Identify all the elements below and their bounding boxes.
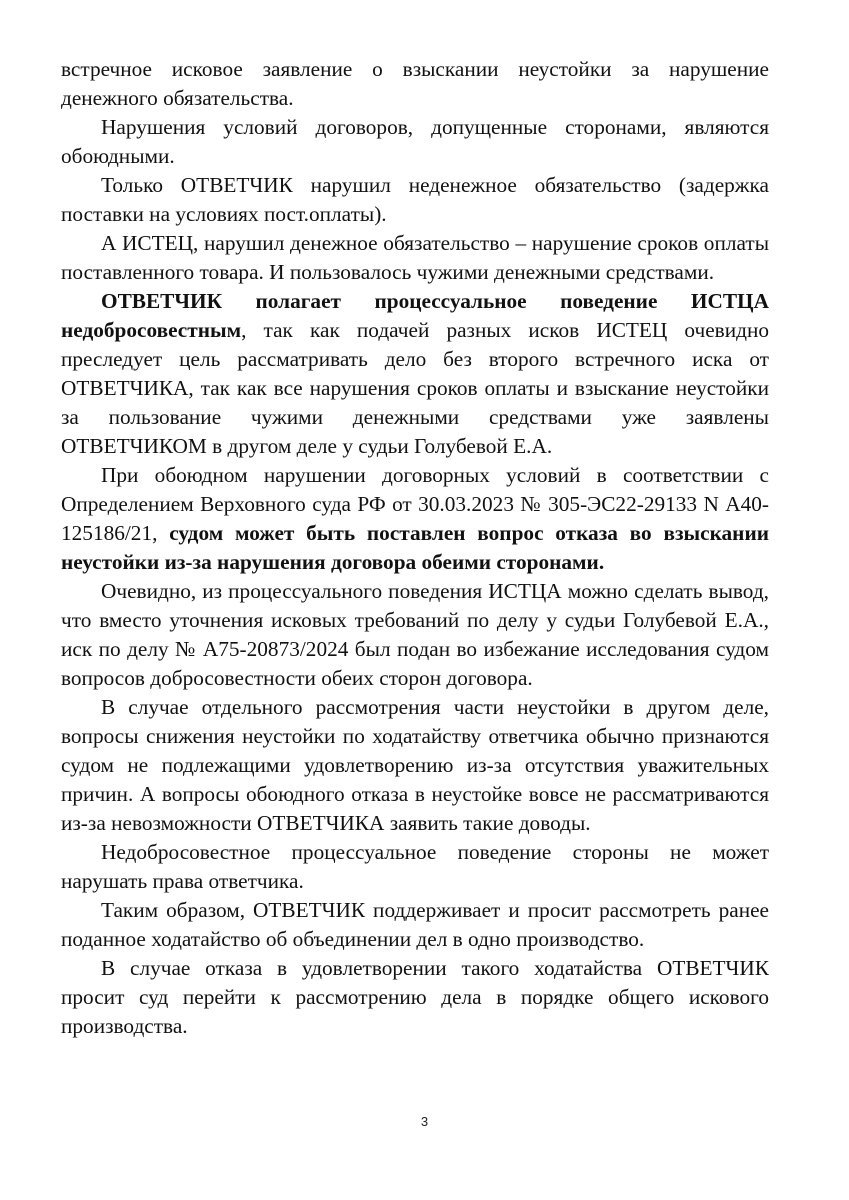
- bad-faith-rest: , так как подачей разных исков ИСТЕЦ очевидно преследует цель рассматривать дело без второго встречного иска от ОТВЕТЧИКА, так как все нарушения сроков оплаты и взыскание неустойки за пользование чужими денежными средствами уже заявлены ОТВЕТЧИКОМ в другом деле у судьи Голубевой Е.А.: [61, 318, 769, 458]
- paragraph-consolidation-request: Таким образом, ОТВЕТЧИК поддерживает и просит рассмотреть ранее поданное ходатайство об объединении дел в одно производство.: [61, 898, 769, 951]
- paragraph-bad-faith: [61, 287, 769, 461]
- paragraph-general-procedure: В случае отказа в удовлетворении такого ходатайства ОТВЕТЧИК просит суд перейти к рассмотрению дела в порядке общего искового производства.: [61, 956, 769, 1038]
- supreme-court-bold-tail: судом может быть поставлен вопрос отказа во взыскании неустойки из-за нарушения договора обеими сторонами.: [61, 521, 769, 574]
- paragraph-plaintiff-violation: А ИСТЕЦ, нарушил денежное обязательство – нарушение сроков оплаты поставленного товара. И пользовалось чужими денежными средствами.: [61, 231, 769, 284]
- paragraph-mutual-violations: Нарушения условий договоров, допущенные сторонами, являются обоюдными.: [61, 115, 769, 168]
- page-number: 3: [420, 1114, 429, 1129]
- paragraph-supreme-court-ruling: [61, 461, 769, 577]
- paragraph-defendant-violation: Только ОТВЕТЧИК нарушил неденежное обязательство (задержка поставки на условиях пост.оплаты).: [61, 173, 769, 226]
- paragraph-procedural-conduct: Очевидно, из процессуального поведения ИСТЦА можно сделать вывод, что вместо уточнения исковых требований по делу у судьи Голубевой Е.А., иск по делу № А75-20873/2024 был подан во избежание исследования судом вопросов добросовестности обеих сторон договора.: [61, 579, 769, 690]
- supreme-court-lead: При обоюдном нарушении договорных условий в соответствии с Определением Верховного суда РФ от 30.03.2023 № 305-ЭС22-29133 N А40-125186/21,: [61, 463, 769, 545]
- document-body: [61, 55, 769, 1041]
- paragraph-rights-violation: Недобросовестное процессуальное поведение стороны не может нарушать права ответчика.: [61, 840, 769, 893]
- bad-faith-bold-lead: ОТВЕТЧИК полагает процессуальное поведение ИСТЦА недобросовестным: [61, 289, 769, 342]
- paragraph-counterclaim: встречное исковое заявление о взыскании неустойки за нарушение денежного обязательства.: [61, 57, 769, 110]
- paragraph-separate-consideration: В случае отдельного рассмотрения части неустойки в другом деле, вопросы снижения неустойки по ходатайству ответчика обычно признаются судом не подлежащими удовлетворению из-за отсутствия уважительных причин. А вопросы обоюдного отказа в неустойке вовсе не рассматриваются из-за невозможности ОТВЕТЧИКА заявить такие доводы.: [61, 695, 769, 835]
